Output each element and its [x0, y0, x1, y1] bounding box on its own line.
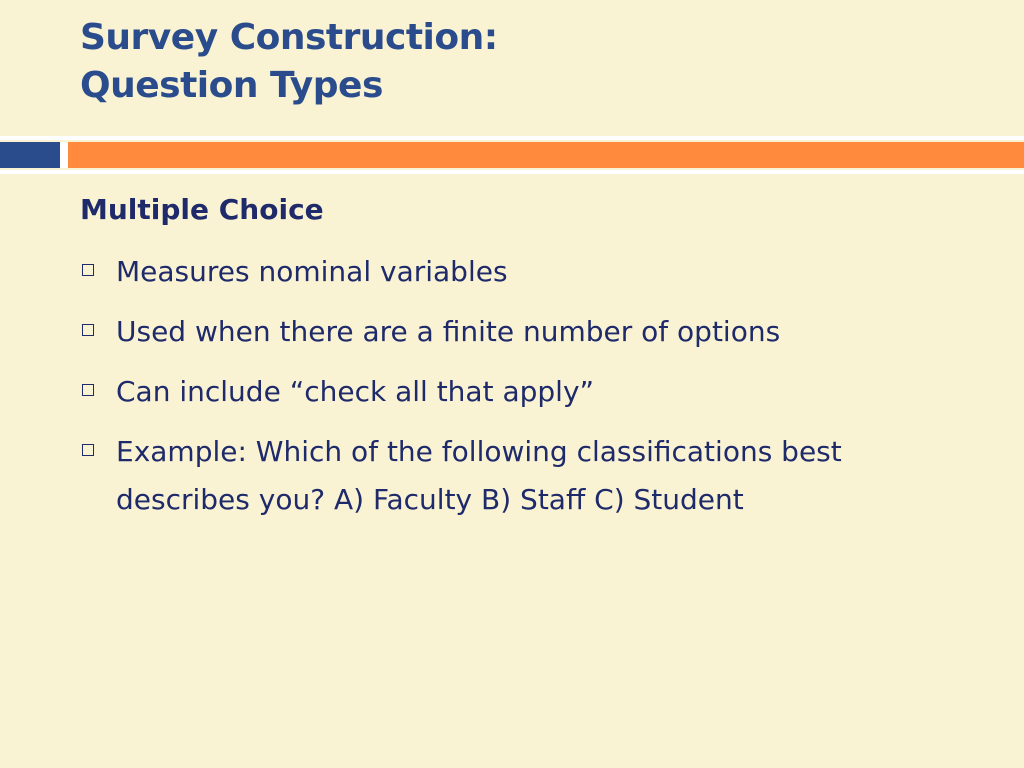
bullet-item [80, 428, 980, 524]
slide-title [80, 14, 980, 110]
title-line-1: Survey Construction: [80, 17, 498, 58]
divider-white-band-bottom [0, 170, 1024, 174]
bullet-text: Measures nominal variables [116, 255, 508, 288]
title-line-2: Question Types [80, 65, 383, 106]
bullet-item [80, 368, 980, 416]
bullet-list [80, 248, 980, 524]
bullet-text: Example: Which of the following classifications best describes you? A) Faculty B) Staff C) Student [116, 435, 842, 516]
divider-white-band-top [0, 136, 1024, 140]
divider-gap [60, 142, 68, 168]
title-divider-bar [0, 136, 1024, 174]
square-bullet-icon [82, 324, 94, 336]
slide-content [80, 190, 980, 536]
divider-blue-block [0, 142, 60, 168]
bullet-text: Can include “check all that apply” [116, 375, 595, 408]
divider-orange-block [68, 142, 1024, 168]
square-bullet-icon [82, 264, 94, 276]
section-heading: Multiple Choice [80, 193, 324, 226]
bullet-item [80, 308, 980, 356]
square-bullet-icon [82, 444, 94, 456]
square-bullet-icon [82, 384, 94, 396]
bullet-item [80, 248, 980, 296]
bullet-text: Used when there are a finite number of options [116, 315, 781, 348]
